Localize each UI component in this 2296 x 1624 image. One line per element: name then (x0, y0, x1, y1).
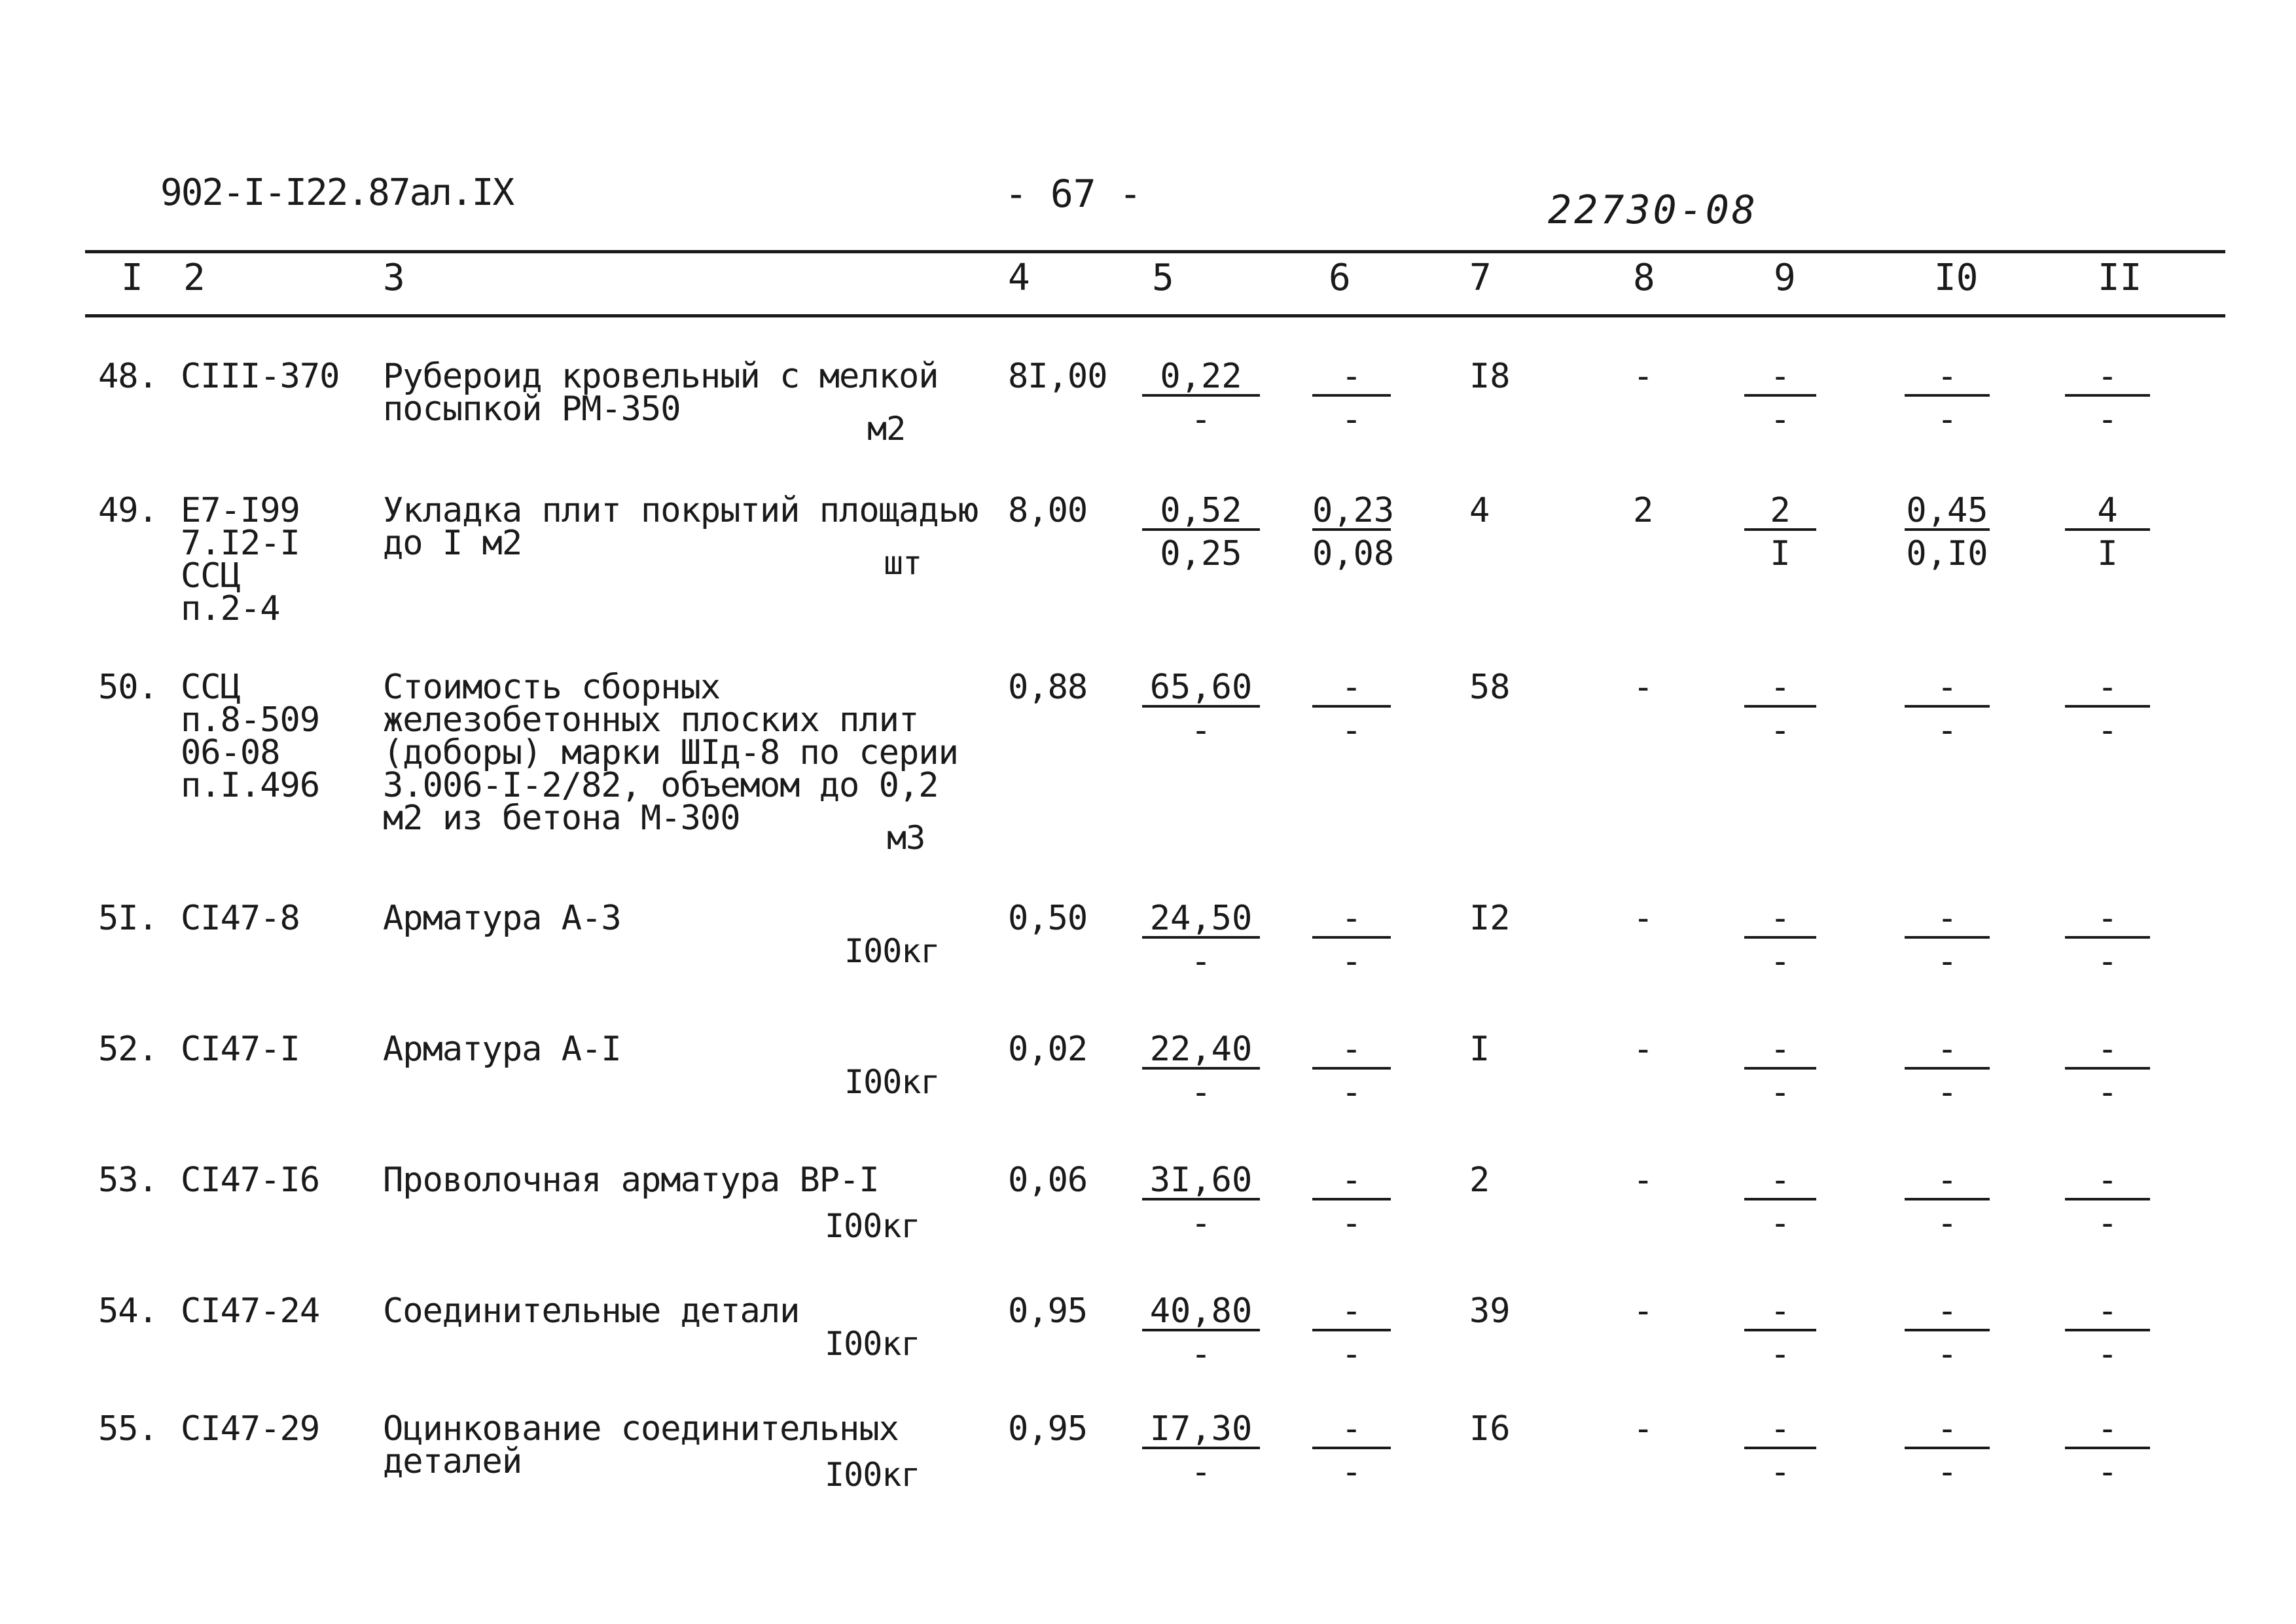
column-header-2: 2 (183, 257, 206, 299)
c11-numerator: - (2065, 902, 2150, 939)
column-8-value: - (1633, 357, 1654, 396)
c10-denominator: 0,I0 (1906, 534, 1988, 573)
column-8-value: - (1633, 1030, 1654, 1069)
norm-code (181, 668, 320, 805)
quantity: 0,88 (1008, 668, 1088, 707)
c9-denominator: - (1770, 1453, 1791, 1492)
c9-fraction (1744, 1161, 1816, 1243)
unit-of-measure: I00кг (825, 1207, 920, 1245)
c11-fraction (2065, 1409, 2150, 1492)
c10-fraction (1905, 899, 1990, 981)
c5-fraction (1142, 668, 1260, 750)
c10-denominator: - (1937, 1453, 1958, 1492)
column-8-value: - (1633, 1291, 1654, 1331)
c6-denominator: - (1341, 1453, 1362, 1492)
c9-numerator: - (1744, 1413, 1816, 1449)
c9-fraction (1744, 1291, 1816, 1374)
c10-fraction (1905, 1291, 1990, 1374)
c5-fraction (1142, 1291, 1260, 1374)
c9-numerator: - (1744, 1164, 1816, 1200)
column-8-value: - (1633, 668, 1654, 707)
row-number: 49. (98, 491, 158, 530)
c11-denominator: - (2097, 1204, 2118, 1243)
column-8-value: - (1633, 1409, 1654, 1449)
c9-numerator: - (1744, 1033, 1816, 1070)
unit-of-measure: I00кг (844, 1063, 940, 1101)
c10-numerator: - (1905, 1164, 1990, 1200)
c9-fraction (1744, 668, 1816, 750)
unit-of-measure: шт (884, 544, 922, 582)
document-code: 902-I-I22.87ал.IX (160, 171, 514, 214)
work-description: Арматура А-3 (383, 899, 621, 938)
c10-denominator: - (1937, 942, 1958, 981)
c6-fraction (1312, 1409, 1391, 1492)
c5-numerator: 3I,60 (1142, 1164, 1260, 1200)
c9-denominator: - (1770, 400, 1791, 439)
c10-numerator: - (1905, 1295, 1990, 1331)
unit-of-measure: I00кг (844, 932, 940, 970)
c9-fraction (1744, 899, 1816, 981)
column-7-value: 58 (1469, 668, 1511, 707)
c10-numerator: - (1905, 360, 1990, 397)
c11-fraction (2065, 668, 2150, 750)
column-7-value: I8 (1469, 357, 1511, 396)
c5-numerator: 24,50 (1142, 902, 1260, 939)
c11-numerator: - (2065, 1413, 2150, 1449)
c10-fraction (1905, 668, 1990, 750)
norm-code (181, 1030, 300, 1069)
c5-fraction (1142, 491, 1260, 573)
column-header-8: 8 (1633, 257, 1655, 299)
column-8-value: - (1633, 899, 1654, 938)
c6-numerator: - (1312, 671, 1391, 708)
column-header-5: 5 (1152, 257, 1174, 299)
column-7-value: I6 (1469, 1409, 1511, 1449)
unit-of-measure: I00кг (825, 1456, 920, 1494)
c10-fraction (1905, 1030, 1990, 1112)
norm-code-line: CIII-370 (181, 357, 340, 396)
c5-numerator: 22,40 (1142, 1033, 1260, 1070)
quantity: 0,02 (1008, 1030, 1088, 1069)
c11-numerator: - (2065, 1295, 2150, 1331)
c6-fraction (1312, 1291, 1391, 1374)
c9-denominator: - (1770, 1204, 1791, 1243)
norm-code-line: ССЦ (181, 556, 240, 596)
column-7-value: 2 (1469, 1161, 1490, 1200)
norm-code-line: 7.I2-I (181, 524, 300, 563)
quantity: 8,00 (1008, 491, 1088, 530)
c11-numerator: - (2065, 1164, 2150, 1200)
c5-numerator: 0,52 (1142, 494, 1260, 531)
c11-numerator: 4 (2065, 494, 2150, 531)
c11-denominator: I (2097, 534, 2118, 573)
c11-fraction (2065, 491, 2150, 573)
c11-fraction (2065, 357, 2150, 439)
c11-numerator: - (2065, 360, 2150, 397)
column-header-3: 3 (383, 257, 405, 299)
work-description: Оцинкование соединительных деталей (383, 1409, 899, 1481)
c9-numerator: 2 (1744, 494, 1816, 531)
c11-fraction (2065, 1161, 2150, 1243)
norm-code (181, 1161, 320, 1200)
norm-code-line: CI47-29 (181, 1409, 320, 1449)
c9-denominator: - (1770, 942, 1791, 981)
row-number: 54. (98, 1291, 158, 1331)
norm-code-line: ССЦ (181, 668, 240, 707)
c11-denominator: - (2097, 1453, 2118, 1492)
c6-denominator: - (1341, 1204, 1362, 1243)
c5-fraction (1142, 357, 1260, 439)
c11-denominator: - (2097, 1335, 2118, 1374)
column-header-7: 7 (1469, 257, 1492, 299)
c9-numerator: - (1744, 902, 1816, 939)
norm-code (181, 1291, 320, 1331)
c11-denominator: - (2097, 1073, 2118, 1112)
c6-fraction (1312, 1161, 1391, 1243)
header-bottom-rule (85, 314, 2225, 317)
c5-denominator: - (1191, 711, 1211, 750)
c11-denominator: - (2097, 942, 2118, 981)
c9-fraction (1744, 1030, 1816, 1112)
norm-code-line: п.I.496 (181, 766, 320, 805)
c10-numerator: - (1905, 671, 1990, 708)
c6-denominator: - (1341, 1335, 1362, 1374)
c11-fraction (2065, 1291, 2150, 1374)
row-number: 5I. (98, 899, 158, 938)
row-number: 50. (98, 668, 158, 707)
work-description: Проволочная арматура ВР-I (383, 1161, 879, 1200)
column-header-4: 4 (1008, 257, 1030, 299)
c5-fraction (1142, 1161, 1260, 1243)
c5-numerator: 65,60 (1142, 671, 1260, 708)
column-header-1: I (121, 257, 143, 299)
c11-fraction (2065, 1030, 2150, 1112)
c5-denominator: - (1191, 400, 1211, 439)
work-description: Рубероид кровельный с мелкой посыпкой РМ-350 (383, 357, 939, 429)
c9-denominator: - (1770, 1073, 1791, 1112)
column-7-value: I (1469, 1030, 1490, 1069)
page-number: - 67 - (1005, 171, 1142, 216)
c5-denominator: - (1191, 1204, 1211, 1243)
norm-code-line: CI47-24 (181, 1291, 320, 1331)
norm-code (181, 357, 340, 396)
c6-denominator: - (1341, 711, 1362, 750)
work-description: Стоимость сборных железобетонных плоских плит (доборы) марки ШIд-8 по серии 3.006-I-2/82, объемом до 0,2 м2 из бетона М-300 (383, 668, 958, 838)
norm-code-line: п.8-509 (181, 700, 320, 740)
c5-denominator: - (1191, 1335, 1211, 1374)
c11-numerator: - (2065, 671, 2150, 708)
c5-numerator: I7,30 (1142, 1413, 1260, 1449)
column-header-11: II (2098, 257, 2142, 299)
c5-denominator: - (1191, 1073, 1211, 1112)
norm-code-line: п.2-4 (181, 589, 280, 628)
c6-denominator: - (1341, 400, 1362, 439)
c11-numerator: - (2065, 1033, 2150, 1070)
unit-of-measure: м3 (887, 819, 925, 857)
column-header-10: I0 (1934, 257, 1979, 299)
c10-denominator: - (1937, 1204, 1958, 1243)
c9-fraction (1744, 357, 1816, 439)
c9-denominator: - (1770, 1335, 1791, 1374)
c5-denominator: 0,25 (1160, 534, 1242, 573)
c9-numerator: - (1744, 1295, 1816, 1331)
c10-numerator: - (1905, 902, 1990, 939)
c10-fraction (1905, 1409, 1990, 1492)
c9-fraction (1744, 1409, 1816, 1492)
norm-code-line: Е7-I99 (181, 491, 300, 530)
c6-numerator: - (1312, 1164, 1391, 1200)
c11-denominator: - (2097, 400, 2118, 439)
c11-denominator: - (2097, 711, 2118, 750)
c6-fraction (1312, 357, 1391, 439)
norm-code-line: CI47-8 (181, 899, 300, 938)
norm-code (181, 1409, 320, 1449)
c9-numerator: - (1744, 671, 1816, 708)
c5-numerator: 0,22 (1142, 360, 1260, 397)
column-header-9: 9 (1774, 257, 1796, 299)
c5-denominator: - (1191, 1453, 1211, 1492)
c6-denominator: - (1341, 1073, 1362, 1112)
column-7-value: 4 (1469, 491, 1490, 530)
c5-fraction (1142, 1030, 1260, 1112)
row-number: 55. (98, 1409, 158, 1449)
c9-denominator: - (1770, 711, 1791, 750)
c10-denominator: - (1937, 1073, 1958, 1112)
column-8-value: 2 (1633, 491, 1654, 530)
row-number: 48. (98, 357, 158, 396)
row-number: 53. (98, 1161, 158, 1200)
table-top-rule (85, 250, 2225, 253)
quantity: 0,95 (1008, 1409, 1088, 1449)
c9-denominator: I (1770, 534, 1791, 573)
column-7-value: I2 (1469, 899, 1511, 938)
c10-denominator: - (1937, 400, 1958, 439)
c10-fraction (1905, 1161, 1990, 1243)
c5-fraction (1142, 1409, 1260, 1492)
registration-number: 22730-08 (1548, 187, 1758, 233)
c6-numerator: - (1312, 1295, 1391, 1331)
work-description: Укладка плит покрытий площадью до I м2 (383, 491, 978, 563)
c10-numerator: - (1905, 1413, 1990, 1449)
quantity: 0,50 (1008, 899, 1088, 938)
norm-code-line: CI47-I (181, 1030, 300, 1069)
c6-fraction (1312, 668, 1391, 750)
row-number: 52. (98, 1030, 158, 1069)
work-description: Арматура А-I (383, 1030, 621, 1069)
c10-numerator: 0,45 (1905, 494, 1990, 531)
c6-fraction (1312, 491, 1395, 573)
unit-of-measure: м2 (867, 410, 906, 448)
work-description: Соединительные детали (383, 1291, 800, 1331)
unit-of-measure: I00кг (825, 1325, 920, 1363)
c9-fraction (1744, 491, 1816, 573)
c6-numerator: - (1312, 1413, 1391, 1449)
c10-denominator: - (1937, 711, 1958, 750)
c6-fraction (1312, 899, 1391, 981)
c10-fraction (1905, 357, 1990, 439)
c6-fraction (1312, 1030, 1391, 1112)
quantity: 0,06 (1008, 1161, 1088, 1200)
column-7-value: 39 (1469, 1291, 1511, 1331)
c6-denominator: 0,08 (1312, 534, 1395, 573)
c6-numerator: - (1312, 1033, 1391, 1070)
quantity: 0,95 (1008, 1291, 1088, 1331)
c5-denominator: - (1191, 942, 1211, 981)
norm-code (181, 899, 300, 938)
c11-fraction (2065, 899, 2150, 981)
c6-numerator: 0,23 (1312, 491, 1395, 530)
c6-denominator: - (1341, 942, 1362, 981)
norm-code-line: 06-08 (181, 733, 280, 772)
c10-denominator: - (1937, 1335, 1958, 1374)
c10-fraction (1905, 491, 1990, 573)
quantity: 8I,00 (1008, 357, 1107, 396)
norm-code (181, 491, 300, 628)
c6-numerator: - (1312, 360, 1391, 397)
column-8-value: - (1633, 1161, 1654, 1200)
norm-code-line: CI47-I6 (181, 1161, 320, 1200)
c10-numerator: - (1905, 1033, 1990, 1070)
c9-numerator: - (1744, 360, 1816, 397)
c5-numerator: 40,80 (1142, 1295, 1260, 1331)
column-header-6: 6 (1329, 257, 1351, 299)
c6-numerator: - (1312, 902, 1391, 939)
c5-fraction (1142, 899, 1260, 981)
